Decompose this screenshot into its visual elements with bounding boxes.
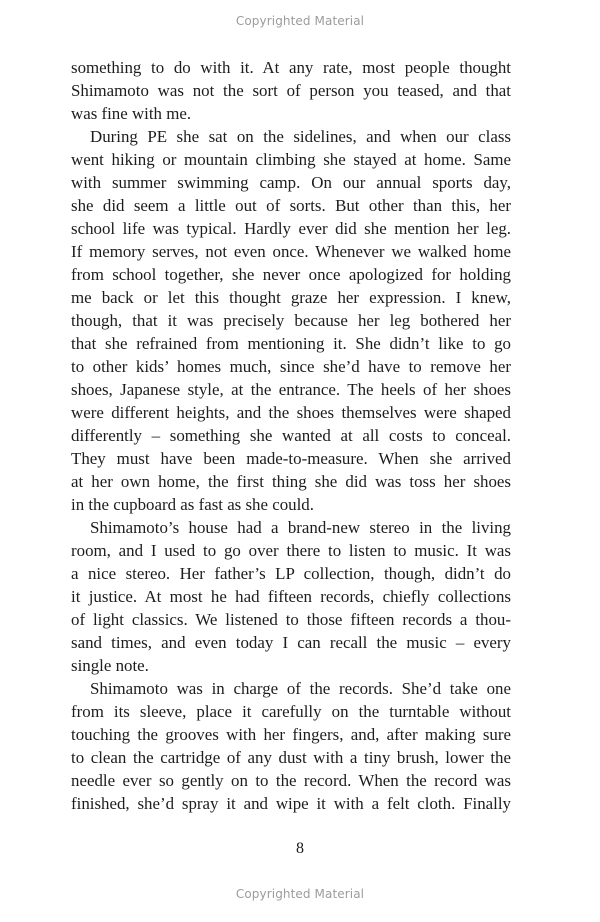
- text-line: shoes, Japanese style, at the entrance. The heels of her shoes: [71, 380, 511, 399]
- text-line: If memory serves, not even once. Whenever we walked home: [71, 242, 511, 261]
- text-line: touching the grooves with her fingers, and, after making sure: [71, 725, 511, 744]
- text-line: was fine with me.: [71, 104, 192, 123]
- text-line: it justice. At most he had fifteen records, chiefly collections: [71, 587, 511, 606]
- text-line: that she refrained from mentioning it. She didn’t like to go: [71, 334, 511, 353]
- text-line: They must have been made-to-measure. When she arrived: [71, 449, 511, 468]
- text-line: differently – something she wanted at all costs to conceal.: [71, 426, 511, 445]
- text-line: me back or let this thought graze her expression. I knew,: [71, 288, 511, 307]
- text-line: Shimamoto was in charge of the records. She’d take one: [90, 679, 511, 698]
- text-line: at her own home, the first thing she did was toss her shoes: [71, 472, 511, 491]
- text-line: in the cupboard as fast as she could.: [71, 495, 314, 514]
- text-line: went hiking or mountain climbing she stayed at home. Same: [71, 150, 511, 169]
- text-line: from school together, she never once apologized for holding: [71, 265, 511, 284]
- text-line: Shimamoto’s house had a brand-new stereo in the living: [90, 518, 511, 537]
- text-line: to clean the cartridge of any dust with a tiny brush, lower the: [71, 748, 511, 767]
- text-line: she did seem a little out of sorts. But other than this, her: [71, 196, 511, 215]
- text-line: though, that it was precisely because her leg bothered her: [71, 311, 511, 330]
- text-line: something to do with it. At any rate, most people thought: [71, 58, 511, 77]
- text-line: were different heights, and the shoes themselves were shaped: [71, 403, 511, 422]
- page-number: 8: [296, 840, 304, 857]
- text-line: single note.: [71, 656, 149, 675]
- copyright-watermark-top: Copyrighted Material: [235, 14, 365, 28]
- text-line: with summer swimming camp. On our annual sports day,: [71, 173, 511, 192]
- text-line: sand times, and even today I can recall the music – every: [71, 633, 511, 652]
- text-line: finished, she’d spray it and wipe it with a felt cloth. Finally: [71, 794, 511, 813]
- text-line: to other kids’ homes much, since she’d have to remove her: [71, 357, 511, 376]
- text-line: a nice stereo. Her father’s LP collection, though, didn’t do: [71, 564, 511, 583]
- text-line: During PE she sat on the sidelines, and when our class: [90, 127, 511, 146]
- text-line: school life was typical. Hardly ever did she mention her leg.: [71, 219, 511, 238]
- body-text: [71, 56, 511, 815]
- text-line: needle ever so gently on to the record. When the record was: [71, 771, 511, 790]
- copyright-watermark-bottom: Copyrighted Material: [235, 887, 365, 901]
- text-line: of light classics. We listened to those fifteen records a thou-: [71, 610, 511, 629]
- text-line: room, and I used to go over there to listen to music. It was: [71, 541, 511, 560]
- text-line: Shimamoto was not the sort of person you teased, and that: [71, 81, 511, 100]
- text-line: from its sleeve, place it carefully on the turntable without: [71, 702, 511, 721]
